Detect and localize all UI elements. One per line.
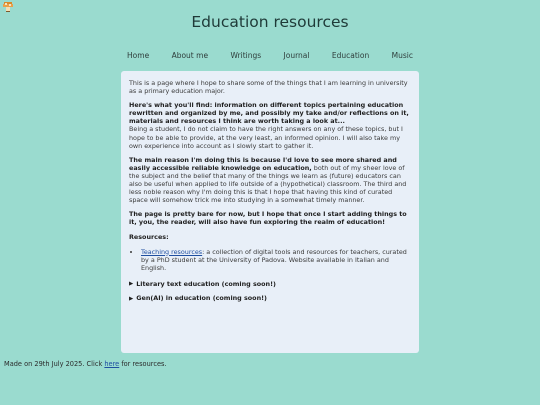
resources-heading: Resources: (129, 232, 169, 241)
what-youll-find-paragraph (129, 101, 411, 150)
bare-page-bold: The page is pretty bare for now, but I hope that once I start adding things to it, you, the reader, will also have fun exploring the realm of education! (129, 210, 407, 227)
bare-page-paragraph (129, 210, 411, 226)
teaching-resources-desc: : a collection of digital tools and resources for teachers, curated by a PhD student at the University of Padova. Website available in Italian and English. (141, 247, 407, 272)
footer (4, 360, 167, 368)
nav-education[interactable]: Education (331, 51, 370, 60)
nav-home[interactable]: Home (127, 51, 150, 60)
collapsible-literary-text[interactable] (129, 280, 411, 289)
mushroom-icon (2, 1, 14, 13)
triangle-right-icon: ▶ (129, 295, 134, 302)
what-youll-find-rest: Being a student, I do not claim to have the right answers on any of these topics, but I hope to be able to provide, at the very least, an informed opinion. I will also take my own experience into account as I slowly start to gather it. (129, 125, 403, 150)
footer-here-link[interactable]: here (104, 360, 120, 368)
main-reason-rest: both out of my sheer love of the subject and the belief that many of the things we learn as (future) educators can also be useful when applied to life outside of a (hypothetical) classroom. The third and less noble reason why I'm doing this is that I hope that having this kind of curated space will somehow trick me into studying in a somewhat timely manner. (129, 163, 407, 205)
site-title: Education resources (191, 13, 349, 31)
footer-text-before: Made on 29th July 2025. Click (4, 360, 105, 368)
list-item (141, 248, 411, 272)
nav-music[interactable]: Music (391, 51, 413, 60)
teaching-resources-link[interactable]: Teaching resources (141, 247, 203, 256)
nav-writings[interactable]: Writings (230, 51, 262, 60)
collapsible-label: Literary text education (coming soon!) (136, 279, 276, 288)
collapsible-genai[interactable] (129, 294, 411, 303)
main-reason-paragraph (129, 156, 411, 205)
triangle-right-icon: ▶ (129, 281, 134, 288)
main-nav (0, 51, 540, 60)
content-card (121, 71, 419, 353)
nav-journal[interactable]: Journal (283, 51, 310, 60)
nav-about-me[interactable]: About me (171, 51, 209, 60)
what-youll-find-bold: Here's what you'll find: information on different topics pertaining education rewritten and organized by me, and possibly my take and/or reflections on it, materials and resources I think are worth taking a look at... (129, 101, 409, 126)
resources-list (129, 248, 411, 272)
main-reason-bold: The main reason I'm doing this is because I'd love to see more shared and easily accessible reliable knowledge on education, (129, 155, 397, 172)
intro-paragraph: This is a page where I hope to share some of the things that I am learning in university as a primary education major. (129, 79, 408, 96)
footer-text-after: for resources. (119, 360, 167, 368)
collapsible-label: Gen(AI) in education (coming soon!) (136, 294, 267, 303)
